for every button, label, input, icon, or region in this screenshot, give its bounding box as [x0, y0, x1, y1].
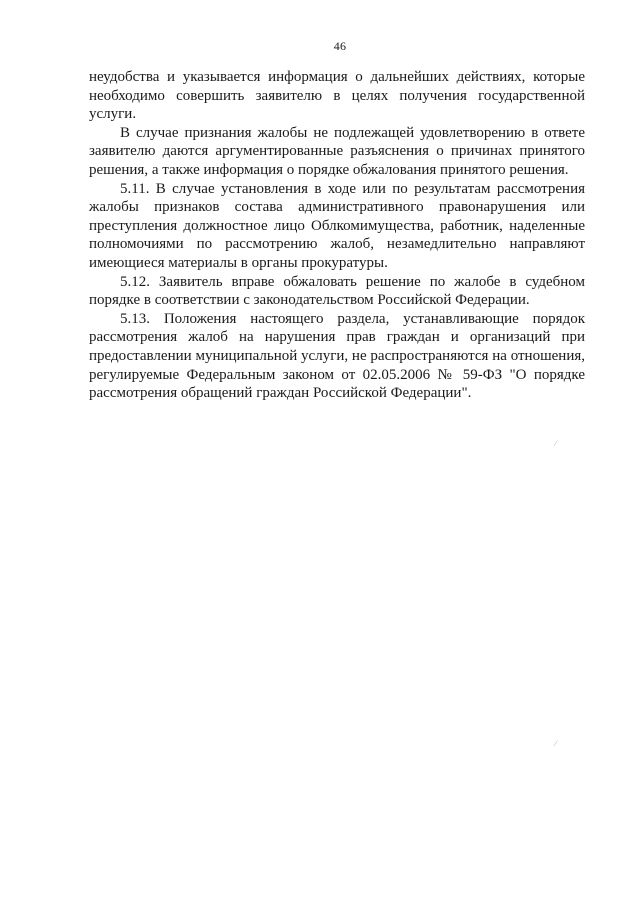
scan-mark: ⁄ — [555, 439, 557, 448]
paragraph-rejection-response: В случае признания жалобы не подлежащей удовлетворению в ответе заявителю даются аргументированные разъяснения о причинах принятого решения, а также информация о порядке обжалования принятого решения. — [89, 124, 585, 178]
scan-mark: ⁄ — [555, 739, 557, 748]
document-body — [89, 68, 585, 403]
paragraph-5-12: 5.12. Заявитель вправе обжаловать решение по жалобе в судебном порядке в соответствии с законодательством Российской Федерации. — [89, 273, 585, 309]
paragraph-continued: неудобства и указывается информация о дальнейших действиях, которые необходимо совершить заявителю в целях получения государственной услуги. — [89, 69, 585, 123]
page-number: 46 — [333, 39, 347, 53]
paragraph-5-13: 5.13. Положения настоящего раздела, устанавливающие порядок рассмотрения жалоб на нарушения прав граждан и организаций при предоставлении муниципальной услуги, не распространяются на отношения, регулируемые Федеральным законом от 02.05.2006 № 59-ФЗ "О порядке рассмотрения обращений граждан Российской Федерации". — [89, 310, 585, 402]
paragraph-5-11: 5.11. В случае установления в ходе или по результатам рассмотрения жалобы признаков состава административного правонарушения или преступления должностное лицо Облкомимущества, работник, наделенные полномочиями по рассмотрению жалоб, незамедлительно направляют имеющиеся материалы в органы прокуратуры. — [89, 180, 585, 271]
